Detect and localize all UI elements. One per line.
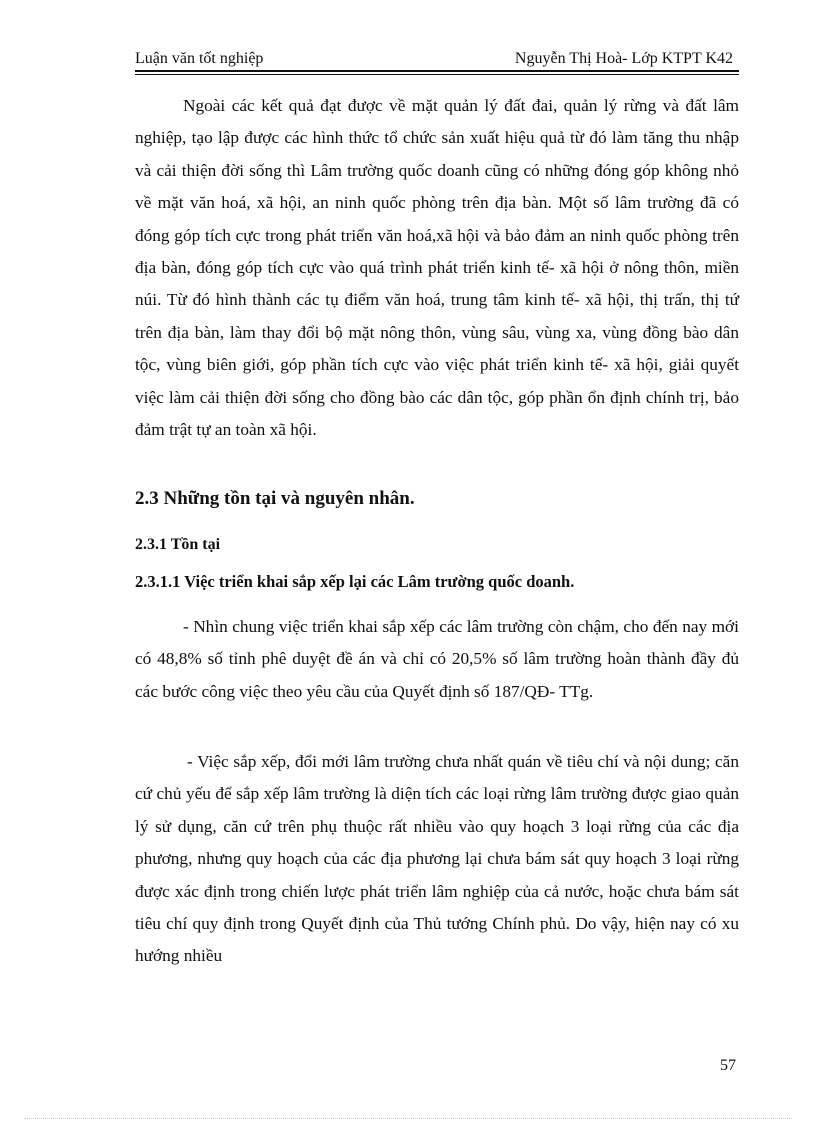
body-text-block-1 <box>135 90 739 446</box>
paragraph-achievements: Ngoài các kết quả đạt được về mặt quản lý đất đai, quản lý rừng và đất lâm nghiệp, tạo lập được các hình thức tổ chức sản xuất hiệu quả từ đó làm tăng thu nhập và cải thiện đời sống thì Lâm trường quốc doanh cũng có những đóng góp không nhỏ về mặt văn hoá, xã hội, an ninh quốc phòng trên địa bàn. Một số lâm trường đã có đóng góp tích cực trong phát triển văn hoá,xã hội và bảo đảm an ninh quốc phòng trên địa bàn, đóng góp tích cực vào quá trình phát triển kinh tế- xã hội ở nông thôn, miền núi. Từ đó hình thành các tụ điểm văn hoá, trung tâm kinh tế- xã hội, thị trấn, thị tứ trên địa bàn, làm thay đổi bộ mặt nông thôn, vùng sâu, vùng xa, vùng đồng bào dân tộc, vùng biên giới, góp phần tích cực vào việc phát triển kinh tế- xã hội, giải quyết việc làm cải thiện đời sống cho đồng bào các dân tộc, góp phần ổn định chính trị, bảo đảm trật tự an toàn xã hội. <box>135 96 739 440</box>
header-thesis-label: Luận văn tốt nghiệp <box>135 50 264 67</box>
paragraph-progress: - Nhìn chung việc triển khai sắp xếp các lâm trường còn chậm, cho đến nay mới có 48,8% số tỉnh phê duyệt đề án và chỉ có 20,5% số lâm trường hoàn thành đầy đủ các bước công việc theo yêu cầu của Quyết định số 187/QĐ- TTg. <box>135 617 739 701</box>
body-text-block-2 <box>135 611 739 708</box>
section-heading-2-3: 2.3 Những tồn tại và nguyên nhân. <box>135 488 415 509</box>
subsection-heading-2-3-1: 2.3.1 Tồn tại <box>135 536 221 553</box>
body-text-block-3 <box>135 746 739 973</box>
header-author-class: Nguyễn Thị Hoà- Lớp KTPT K42 <box>514 50 733 67</box>
subsubsection-heading-2-3-1-1: 2.3.1.1 Việc triển khai sắp xếp lại các Lâm trường quốc doanh. <box>135 572 575 591</box>
paragraph-criteria: - Việc sắp xếp, đổi mới lâm trường chưa nhất quán về tiêu chí và nội dung; căn cứ chủ yếu để sắp xếp lâm trường là diện tích các loại rừng lâm trường được giao quản lý sử dụng, căn cứ trên phụ thuộc rất nhiều vào quy hoạch 3 loại rừng của các địa phương, nhưng quy hoạch của các địa phương lại chưa bám sát quy hoạch 3 loại rừng được xác định trong chiến lược phát triển lâm nghiệp của cả nước, hoặc chưa bám sát tiêu chí quy định trong Quyết định của Thủ tướng Chính phủ. Do vậy, hiện nay có xu hướng nhiều <box>135 752 739 966</box>
header-rule-thin <box>135 74 739 75</box>
page-number: 57 <box>720 1057 736 1074</box>
header-rule-thick <box>135 70 739 72</box>
page-bottom-dotted-line <box>24 1118 792 1119</box>
running-header <box>135 50 735 72</box>
